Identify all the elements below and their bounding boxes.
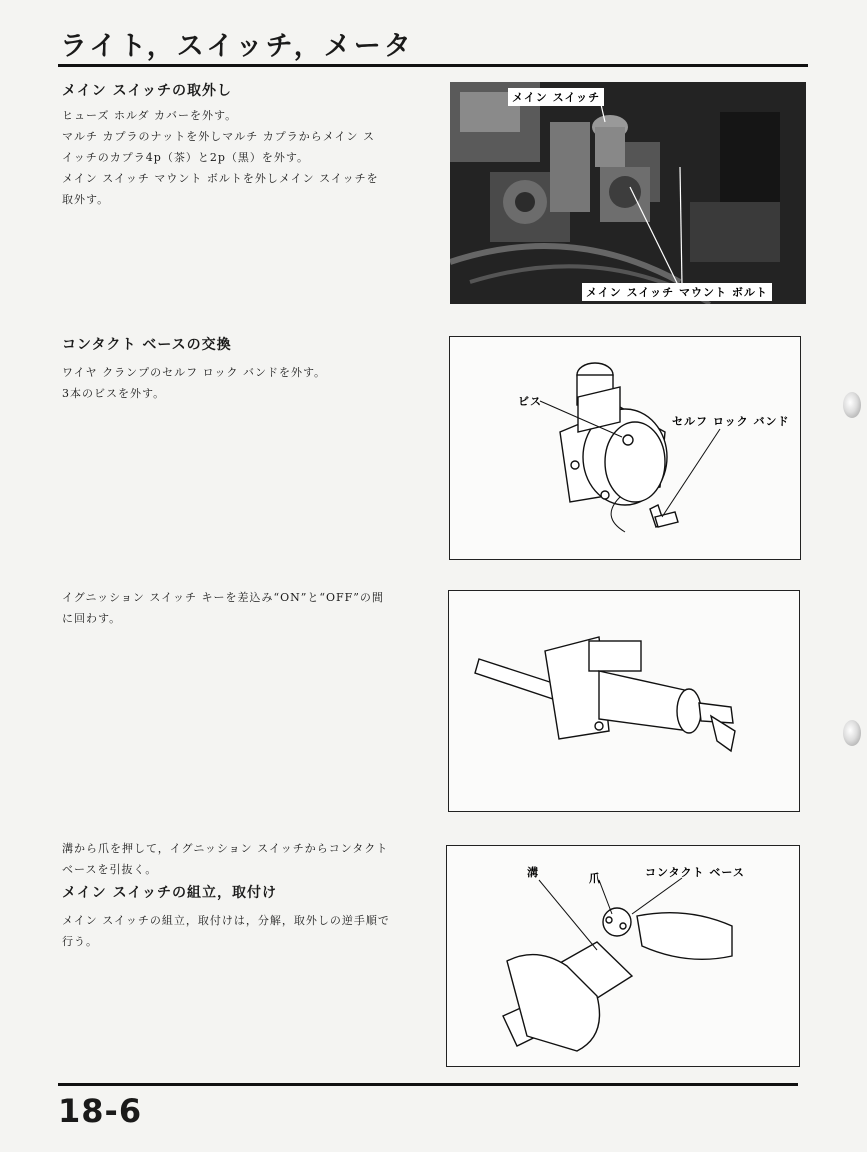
binder-hole <box>843 720 861 746</box>
contact-base-figure <box>449 336 801 560</box>
section-heading-contact-base: コンタクト ベースの交換 <box>62 337 232 353</box>
groove-label: 溝 <box>527 866 539 879</box>
contact-base-instructions <box>62 362 434 404</box>
page-title: ライト，スイッチ，メータ <box>60 31 414 62</box>
pull-out-line: ベースを引抜く。 <box>62 863 158 876</box>
removal-line: 取外す。 <box>62 193 110 206</box>
contact-base-removal-drawing <box>447 846 800 1067</box>
main-switch-label: メイン スイッチ <box>508 88 604 106</box>
ignition-key-drawing <box>449 591 800 812</box>
claw-label: 爪 <box>589 872 601 885</box>
ignition-key-figure <box>448 590 800 812</box>
header-rule <box>58 64 808 67</box>
removal-instructions <box>62 105 434 210</box>
main-switch-photo <box>450 82 806 304</box>
assembly-instructions <box>62 910 434 952</box>
ignition-line: に回わす。 <box>62 612 122 625</box>
removal-line: ヒューズ ホルダ カバーを外す。 <box>62 109 238 122</box>
contact-base-removal-figure <box>446 845 800 1067</box>
ignition-instructions <box>62 587 434 629</box>
section-heading-removal: メイン スイッチの取外し <box>62 83 233 99</box>
contact-base-line: 3本のビスを外す。 <box>62 387 166 400</box>
pull-out-instructions <box>62 838 434 880</box>
contact-base-line: ワイヤ クランプのセルフ ロック バンドを外す。 <box>62 366 327 379</box>
removal-line: イッチのカプラ4p（茶）と2p（黒）を外す。 <box>62 151 309 164</box>
removal-line: マルチ カプラのナットを外しマルチ カプラからメイン ス <box>62 130 376 143</box>
binder-hole <box>843 392 861 418</box>
mount-bolt-label: メイン スイッチ マウント ボルト <box>582 283 772 301</box>
contact-base-label: コンタクト ベース <box>645 866 745 879</box>
main-switch-photo-drawing <box>450 82 806 304</box>
assembly-line: 行う。 <box>62 935 98 948</box>
contact-base-drawing <box>450 337 801 560</box>
removal-line: メイン スイッチ マウント ボルトを外しメイン スイッチを <box>62 172 379 185</box>
pull-out-line: 溝から爪を押して，イグニッション スイッチからコンタクト <box>62 842 389 855</box>
page-number: 18-6 <box>58 1092 143 1130</box>
assembly-line: メイン スイッチの組立，取付けは，分解，取外しの逆手順で <box>62 914 390 927</box>
self-lock-band-label: セルフ ロック バンド <box>672 415 790 428</box>
ignition-line: イグニッション スイッチ キーを差込み“ON”と“OFF”の間 <box>62 591 384 604</box>
screw-label: ビス <box>518 395 542 408</box>
section-heading-assembly: メイン スイッチの組立，取付け <box>62 885 278 901</box>
footer-rule <box>58 1083 798 1086</box>
